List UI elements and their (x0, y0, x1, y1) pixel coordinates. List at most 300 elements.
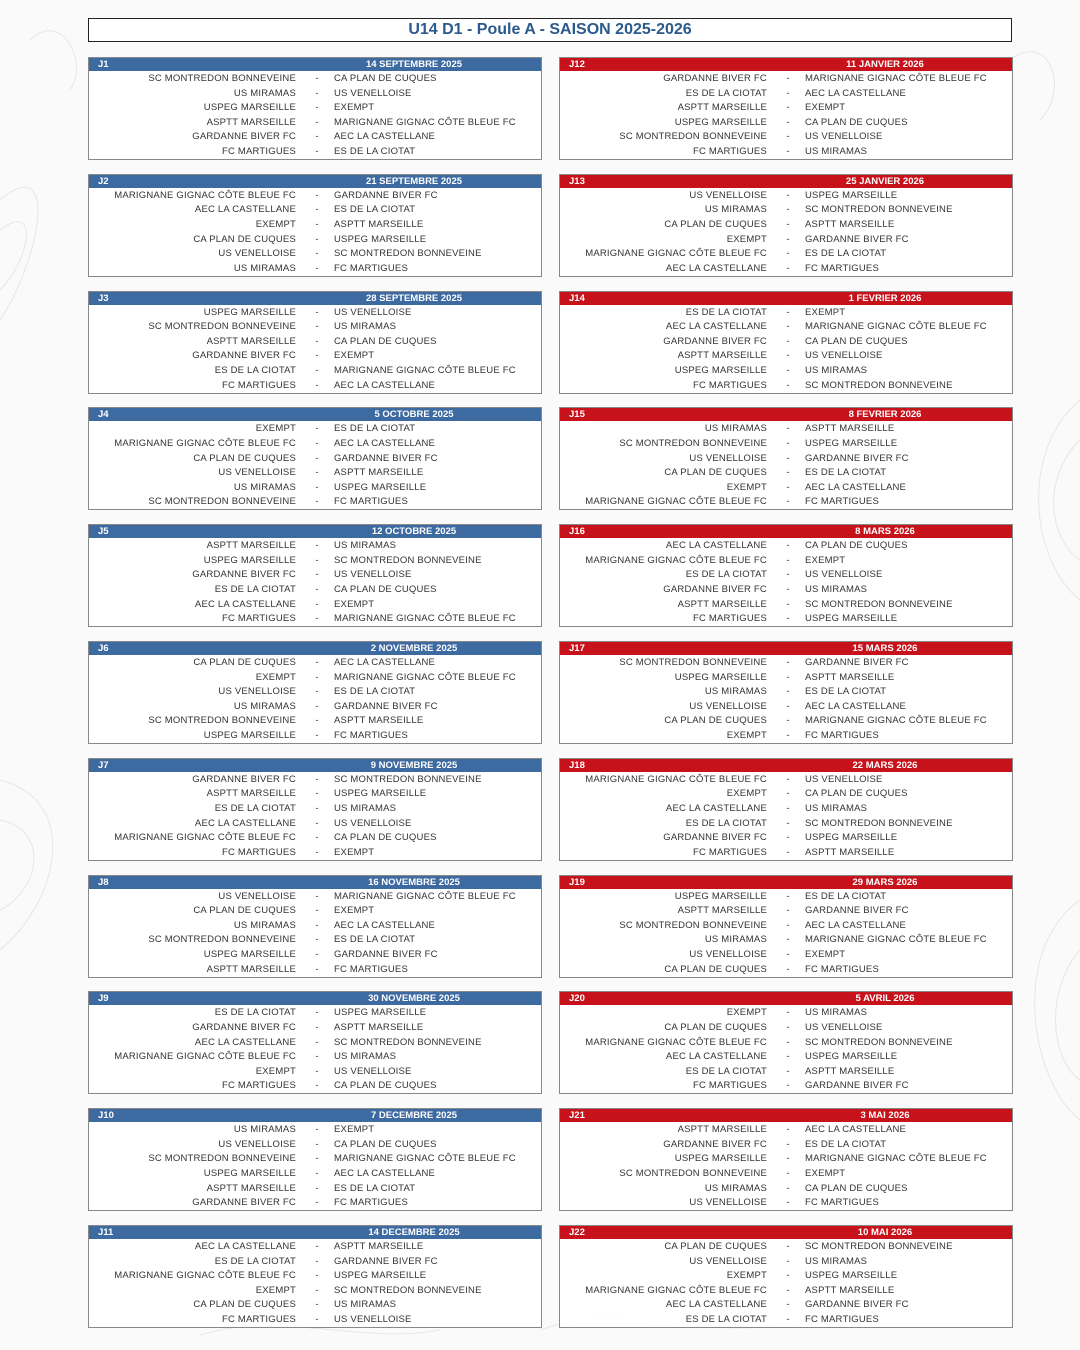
away-team: USPEG MARSEILLE (805, 189, 898, 201)
match-row (560, 481, 1012, 496)
match-row (89, 1079, 541, 1094)
away-team: US VENELLOISE (805, 131, 883, 143)
match-row (89, 933, 541, 948)
round-header (560, 759, 1012, 772)
away-team: US MIRAMAS (805, 802, 868, 814)
match-row (89, 1152, 541, 1167)
match-separator: - (786, 321, 790, 333)
match-row (89, 612, 541, 627)
match-separator: - (315, 773, 319, 785)
round-date: 29 MARS 2026 (852, 876, 918, 888)
match-row (560, 598, 1012, 613)
match-separator: - (315, 1080, 319, 1092)
away-team: US VENELLOISE (334, 306, 412, 318)
match-separator: - (786, 788, 790, 800)
match-row (89, 1284, 541, 1299)
home-team: ES DE LA CIOTAT (685, 1065, 767, 1077)
home-team: SC MONTREDON BONNEVEINE (148, 1153, 296, 1165)
away-team: ASPTT MARSEILLE (805, 671, 895, 683)
away-team: SC MONTREDON BONNEVEINE (805, 1241, 953, 1252)
away-team: AEC LA CASTELLANE (334, 919, 436, 931)
home-team: ASPTT MARSEILLE (206, 1182, 296, 1194)
match-separator: - (786, 189, 790, 201)
round-block-j3 (88, 291, 542, 394)
away-team: US MIRAMAS (805, 583, 868, 595)
match-row (89, 671, 541, 686)
away-team: MARIGNANE GIGNAC CÔTE BLEUE FC (334, 1153, 516, 1165)
home-team: EXEMPT (255, 1284, 296, 1296)
match-separator: - (315, 802, 319, 814)
away-team: USPEG MARSEILLE (334, 788, 427, 800)
match-row (560, 1298, 1012, 1313)
match-separator: - (786, 1080, 790, 1092)
home-team: GARDANNE BIVER FC (192, 1197, 296, 1209)
match-row (560, 101, 1012, 116)
round-header (560, 992, 1012, 1005)
home-team: SC MONTREDON BONNEVEINE (619, 919, 767, 931)
match-row (560, 335, 1012, 350)
away-team: SC MONTREDON BONNEVEINE (805, 1036, 953, 1048)
match-row (560, 437, 1012, 452)
match-row (89, 379, 541, 394)
match-row (89, 773, 541, 788)
home-team: MARIGNANE GIGNAC CÔTE BLEUE FC (114, 1270, 296, 1282)
match-row (560, 1036, 1012, 1051)
away-team: EXEMPT (805, 948, 846, 960)
home-team: CA PLAN DE CUQUES (664, 467, 767, 479)
away-team: CA PLAN DE CUQUES (334, 335, 437, 347)
match-separator: - (315, 102, 319, 114)
home-team: GARDANNE BIVER FC (192, 773, 296, 785)
match-row (89, 320, 541, 335)
round-date: 8 MARS 2026 (855, 526, 915, 538)
away-team: EXEMPT (334, 905, 375, 917)
match-row (89, 233, 541, 248)
away-team: US MIRAMAS (805, 145, 868, 157)
home-team: US VENELLOISE (218, 1138, 296, 1150)
round-block-j11 (88, 1225, 542, 1328)
home-team: US MIRAMAS (233, 262, 296, 274)
match-separator: - (786, 1255, 790, 1267)
away-team: ES DE LA CIOTAT (334, 423, 416, 435)
round-block-j8 (88, 875, 542, 978)
match-separator: - (315, 1021, 319, 1033)
match-separator: - (315, 335, 319, 347)
away-team: AEC LA CASTELLANE (805, 481, 907, 493)
match-row (560, 233, 1012, 248)
match-separator: - (315, 686, 319, 698)
round-date: 21 SEPTEMBRE 2025 (365, 175, 463, 187)
match-row (560, 685, 1012, 700)
match-row (560, 72, 1012, 87)
match-separator: - (315, 1270, 319, 1282)
home-team: US MIRAMAS (233, 700, 296, 712)
round-block-j2 (88, 174, 542, 277)
away-team: US MIRAMAS (334, 802, 397, 814)
round-header (560, 58, 1012, 71)
match-separator: - (786, 905, 790, 917)
match-row (89, 72, 541, 87)
match-separator: - (786, 934, 790, 946)
match-row (560, 1021, 1012, 1036)
match-separator: - (786, 1284, 790, 1296)
match-row (89, 1065, 541, 1080)
round-date: 25 JANVIER 2026 (845, 175, 925, 187)
home-team: AEC LA CASTELLANE (194, 817, 296, 829)
home-team: AEC LA CASTELLANE (194, 1241, 296, 1252)
home-team: ASPTT MARSEILLE (206, 963, 296, 975)
match-separator: - (315, 613, 319, 625)
away-team: ES DE LA CIOTAT (334, 204, 416, 216)
match-separator: - (315, 598, 319, 610)
away-team: FC MARTIGUES (805, 1313, 880, 1325)
home-team: ASPTT MARSEILLE (677, 905, 767, 917)
home-team: GARDANNE BIVER FC (663, 73, 767, 84)
away-team: AEC LA CASTELLANE (334, 437, 436, 449)
round-label: J5 (98, 526, 109, 538)
match-separator: - (315, 350, 319, 362)
match-separator: - (315, 452, 319, 464)
away-team: ES DE LA CIOTAT (805, 248, 887, 260)
home-team: ES DE LA CIOTAT (685, 306, 767, 318)
away-team: GARDANNE BIVER FC (334, 700, 438, 712)
match-row (89, 846, 541, 861)
away-team: FC MARTIGUES (334, 1197, 409, 1209)
away-team: US VENELLOISE (334, 87, 412, 99)
match-separator: - (315, 1313, 319, 1325)
away-team: MARIGNANE GIGNAC CÔTE BLEUE FC (334, 613, 516, 625)
match-row (89, 87, 541, 102)
match-separator: - (315, 919, 319, 931)
match-separator: - (315, 379, 319, 391)
match-row (560, 1079, 1012, 1094)
match-row (89, 189, 541, 204)
match-row (89, 364, 541, 379)
match-row (560, 671, 1012, 686)
match-row (560, 1138, 1012, 1153)
away-team: ES DE LA CIOTAT (334, 1182, 416, 1194)
match-row (560, 495, 1012, 510)
match-separator: - (786, 832, 790, 844)
match-separator: - (786, 467, 790, 479)
match-row (560, 583, 1012, 598)
away-team: USPEG MARSEILLE (334, 1007, 427, 1019)
home-team: ES DE LA CIOTAT (214, 1007, 296, 1019)
match-row (560, 364, 1012, 379)
home-team: FC MARTIGUES (221, 613, 296, 625)
match-separator: - (315, 700, 319, 712)
home-team: US VENELLOISE (218, 686, 296, 698)
round-block-j9 (88, 991, 542, 1094)
away-team: ASPTT MARSEILLE (334, 715, 424, 727)
match-row (560, 963, 1012, 978)
match-separator: - (786, 890, 790, 902)
match-separator: - (315, 671, 319, 683)
match-separator: - (786, 715, 790, 727)
match-row (560, 1240, 1012, 1255)
home-team: ES DE LA CIOTAT (214, 583, 296, 595)
round-label: J2 (98, 175, 109, 187)
match-row (89, 919, 541, 934)
round-block-j15 (559, 407, 1013, 510)
match-separator: - (786, 204, 790, 216)
match-separator: - (315, 218, 319, 230)
home-team: ASPTT MARSEILLE (677, 350, 767, 362)
home-team: ASPTT MARSEILLE (206, 335, 296, 347)
home-team: FC MARTIGUES (221, 1313, 296, 1325)
match-separator: - (786, 948, 790, 960)
match-separator: - (315, 1124, 319, 1136)
match-row (89, 831, 541, 846)
round-label: J7 (98, 759, 109, 771)
away-team: US MIRAMAS (334, 1051, 397, 1063)
home-team: EXEMPT (726, 729, 767, 741)
home-team: CA PLAN DE CUQUES (193, 233, 296, 245)
home-team: CA PLAN DE CUQUES (193, 657, 296, 668)
match-separator: - (315, 963, 319, 975)
home-team: EXEMPT (255, 671, 296, 683)
away-team: GARDANNE BIVER FC (805, 452, 909, 464)
match-row (89, 247, 541, 262)
home-team: AEC LA CASTELLANE (665, 802, 767, 814)
match-separator: - (786, 1065, 790, 1077)
match-separator: - (315, 657, 319, 668)
match-separator: - (786, 1007, 790, 1019)
match-separator: - (315, 817, 319, 829)
match-row (89, 583, 541, 598)
home-team: USPEG MARSEILLE (674, 364, 767, 376)
home-team: SC MONTREDON BONNEVEINE (619, 1167, 767, 1179)
away-team: CA PLAN DE CUQUES (334, 1080, 437, 1092)
home-team: USPEG MARSEILLE (203, 102, 296, 114)
match-row (89, 262, 541, 277)
home-team: CA PLAN DE CUQUES (193, 452, 296, 464)
match-separator: - (786, 481, 790, 493)
match-separator: - (786, 1036, 790, 1048)
match-separator: - (315, 1167, 319, 1179)
round-date: 16 NOVEMBRE 2025 (368, 876, 460, 888)
home-team: AEC LA CASTELLANE (194, 204, 296, 216)
match-separator: - (315, 496, 319, 508)
match-separator: - (786, 773, 790, 785)
away-team: FC MARTIGUES (334, 963, 409, 975)
round-date: 11 JANVIER 2026 (846, 59, 924, 70)
match-separator: - (315, 364, 319, 376)
home-team: MARIGNANE GIGNAC CÔTE BLEUE FC (585, 496, 767, 508)
match-row (89, 1138, 541, 1153)
away-team: USPEG MARSEILLE (805, 437, 898, 449)
away-team: US MIRAMAS (334, 1299, 397, 1311)
home-team: AEC LA CASTELLANE (665, 262, 767, 274)
away-team: GARDANNE BIVER FC (805, 657, 909, 668)
away-team: ES DE LA CIOTAT (334, 145, 416, 157)
match-separator: - (315, 73, 319, 84)
match-separator: - (786, 802, 790, 814)
round-header (560, 1226, 1012, 1239)
home-team: ASPTT MARSEILLE (206, 116, 296, 128)
away-team: US VENELLOISE (805, 350, 883, 362)
away-team: GARDANNE BIVER FC (805, 905, 909, 917)
match-separator: - (315, 248, 319, 260)
match-separator: - (786, 145, 790, 157)
away-team: GARDANNE BIVER FC (805, 1299, 909, 1311)
match-row (89, 729, 541, 744)
home-team: ES DE LA CIOTAT (685, 569, 767, 581)
round-block-j5 (88, 524, 542, 627)
match-separator: - (315, 321, 319, 333)
round-label: J20 (569, 993, 585, 1005)
home-team: CA PLAN DE CUQUES (193, 905, 296, 917)
home-team: FC MARTIGUES (692, 145, 767, 157)
home-team: AEC LA CASTELLANE (194, 598, 296, 610)
match-row (89, 1255, 541, 1270)
away-team: USPEG MARSEILLE (805, 832, 898, 844)
match-separator: - (786, 1138, 790, 1150)
match-row (560, 87, 1012, 102)
away-team: ES DE LA CIOTAT (805, 686, 887, 698)
match-separator: - (786, 700, 790, 712)
home-team: SC MONTREDON BONNEVEINE (148, 934, 296, 946)
round-header (89, 759, 541, 772)
match-separator: - (315, 788, 319, 800)
match-row (560, 919, 1012, 934)
round-block-j19 (559, 875, 1013, 978)
home-team: US MIRAMAS (704, 686, 767, 698)
home-team: GARDANNE BIVER FC (192, 350, 296, 362)
away-team: AEC LA CASTELLANE (334, 1167, 436, 1179)
away-team: USPEG MARSEILLE (334, 1270, 427, 1282)
round-block-j21 (559, 1108, 1013, 1211)
round-header (89, 992, 541, 1005)
match-row (560, 349, 1012, 364)
match-row (89, 466, 541, 481)
round-date: 8 FEVRIER 2026 (848, 409, 922, 421)
match-separator: - (315, 87, 319, 99)
round-label: J1 (98, 59, 109, 70)
round-date: 12 OCTOBRE 2025 (371, 526, 457, 538)
match-separator: - (786, 686, 790, 698)
away-team: FC MARTIGUES (805, 963, 880, 975)
home-team: GARDANNE BIVER FC (663, 583, 767, 595)
match-row (560, 1313, 1012, 1328)
round-label: J19 (569, 876, 585, 888)
match-row (560, 1167, 1012, 1182)
match-row (89, 1196, 541, 1211)
match-separator: - (315, 145, 319, 157)
home-team: USPEG MARSEILLE (203, 948, 296, 960)
home-team: GARDANNE BIVER FC (663, 1138, 767, 1150)
match-row (89, 656, 541, 671)
home-team: US VENELLOISE (218, 467, 296, 479)
away-team: US MIRAMAS (805, 1007, 868, 1019)
home-team: USPEG MARSEILLE (674, 671, 767, 683)
round-block-j17 (559, 641, 1013, 744)
match-separator: - (315, 423, 319, 435)
round-date: 30 NOVEMBRE 2025 (368, 993, 460, 1005)
home-team: EXEMPT (726, 788, 767, 800)
round-date: 5 AVRIL 2026 (855, 993, 915, 1005)
away-team: SC MONTREDON BONNEVEINE (334, 1036, 482, 1048)
home-team: ASPTT MARSEILLE (677, 102, 767, 114)
match-row (89, 335, 541, 350)
away-team: US VENELLOISE (334, 817, 412, 829)
match-row (89, 422, 541, 437)
match-separator: - (315, 583, 319, 595)
home-team: US VENELLOISE (218, 248, 296, 260)
match-row (560, 802, 1012, 817)
home-team: GARDANNE BIVER FC (192, 569, 296, 581)
round-date: 15 MARS 2026 (852, 643, 918, 654)
away-team: SC MONTREDON BONNEVEINE (334, 248, 482, 260)
away-team: EXEMPT (805, 306, 846, 318)
match-separator: - (786, 919, 790, 931)
round-label: J15 (569, 409, 585, 421)
match-row (560, 320, 1012, 335)
match-separator: - (315, 569, 319, 581)
away-team: US MIRAMAS (805, 1255, 868, 1267)
match-row (560, 247, 1012, 262)
away-team: USPEG MARSEILLE (805, 1051, 898, 1063)
home-team: MARIGNANE GIGNAC CÔTE BLEUE FC (585, 1284, 767, 1296)
home-team: ASPTT MARSEILLE (677, 1124, 767, 1136)
home-team: MARIGNANE GIGNAC CÔTE BLEUE FC (114, 437, 296, 449)
round-label: J16 (569, 526, 585, 538)
away-team: CA PLAN DE CUQUES (334, 1138, 437, 1150)
match-separator: - (786, 1241, 790, 1252)
match-separator: - (315, 554, 319, 566)
home-team: AEC LA CASTELLANE (665, 1051, 767, 1063)
match-row (560, 1182, 1012, 1197)
round-header (560, 1109, 1012, 1122)
home-team: FC MARTIGUES (692, 613, 767, 625)
home-team: ES DE LA CIOTAT (214, 364, 296, 376)
home-team: USPEG MARSEILLE (674, 1153, 767, 1165)
match-row (560, 466, 1012, 481)
match-separator: - (315, 1138, 319, 1150)
home-team: SC MONTREDON BONNEVEINE (148, 496, 296, 508)
match-separator: - (315, 905, 319, 917)
home-team: MARIGNANE GIGNAC CÔTE BLEUE FC (114, 832, 296, 844)
home-team: USPEG MARSEILLE (203, 554, 296, 566)
round-header (89, 1109, 541, 1122)
home-team: CA PLAN DE CUQUES (664, 218, 767, 230)
match-row (560, 933, 1012, 948)
away-team: GARDANNE BIVER FC (805, 233, 909, 245)
match-separator: - (315, 729, 319, 741)
away-team: FC MARTIGUES (805, 262, 880, 274)
match-separator: - (786, 1124, 790, 1136)
home-team: EXEMPT (255, 1065, 296, 1077)
home-team: FC MARTIGUES (221, 145, 296, 157)
round-label: J9 (98, 993, 109, 1005)
match-separator: - (315, 233, 319, 245)
match-row (560, 203, 1012, 218)
match-separator: - (786, 437, 790, 449)
home-team: ES DE LA CIOTAT (685, 1313, 767, 1325)
away-team: GARDANNE BIVER FC (334, 1255, 438, 1267)
away-team: MARIGNANE GIGNAC CÔTE BLEUE FC (334, 671, 516, 683)
match-separator: - (786, 1051, 790, 1063)
match-separator: - (786, 540, 790, 552)
round-label: J18 (569, 759, 585, 771)
round-label: J17 (569, 643, 585, 654)
match-separator: - (315, 890, 319, 902)
match-row (89, 714, 541, 729)
match-row (89, 101, 541, 116)
away-team: ES DE LA CIOTAT (805, 1138, 887, 1150)
match-row (560, 1050, 1012, 1065)
round-date: 14 SEPTEMBRE 2025 (365, 59, 463, 70)
